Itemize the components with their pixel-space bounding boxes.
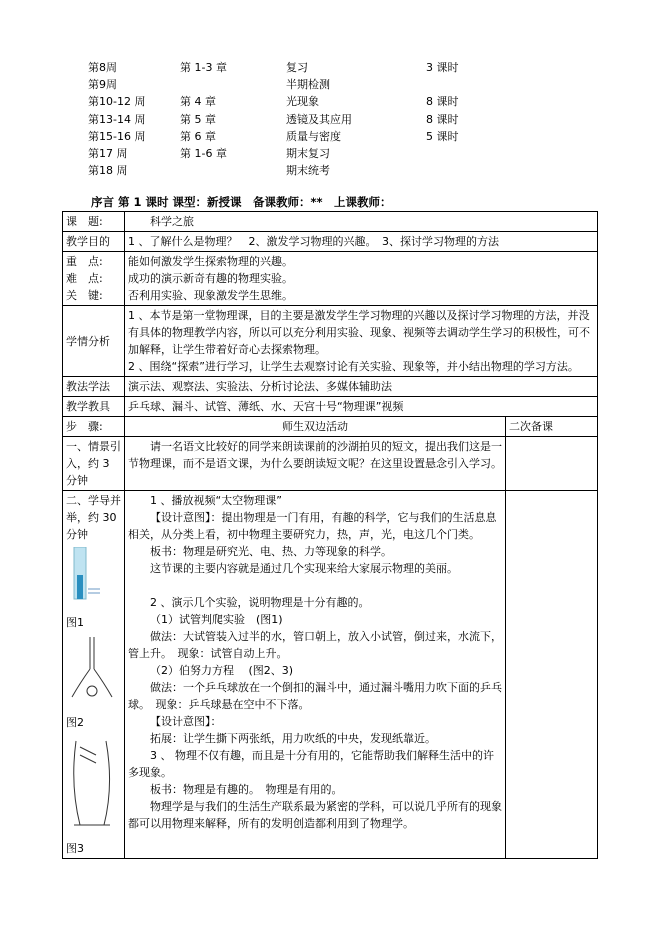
key-value: 能如何激发学生探索物理的兴趣。 xyxy=(128,255,293,268)
schedule-row xyxy=(88,145,508,162)
topic: 期末统考 xyxy=(286,164,330,178)
steps-header-row xyxy=(63,417,598,437)
step1-revision xyxy=(506,437,598,491)
week: 第10-12 周 xyxy=(88,95,146,109)
step2-line: 2 、演示几个实验，说明物理是十分有趣的。 xyxy=(150,596,370,609)
method-label: 教法学法 xyxy=(63,377,125,397)
chapter: 第 1-6 章 xyxy=(180,146,227,160)
step2-line: 1 、播放视频“太空物理课” xyxy=(150,494,282,507)
crux-value: 否利用实验、现象激发学生思维。 xyxy=(128,289,293,302)
step2-line: 3 、 物理不仅有趣，而且是十分有用的，它能帮助我们解释生活中的许多现象。 xyxy=(128,749,494,779)
schedule-row xyxy=(88,93,508,110)
paper-sketch xyxy=(66,735,121,836)
key-points-row xyxy=(63,252,598,306)
step2-row xyxy=(63,491,598,859)
funnel-sketch xyxy=(66,635,121,710)
step2-line: 做法：大试管装入过半的水，管口朝上，放入小试管，倒过来，水流下，管上升。 现象：试管自动上升。 xyxy=(128,630,502,660)
schedule-row xyxy=(88,162,508,179)
revision-header: 二次备课 xyxy=(506,417,598,437)
hours: 8 课时 xyxy=(426,112,459,126)
method-row xyxy=(63,377,598,397)
step2-line: 【设计意图】：提出物理是一门有用，有趣的科学，它与我们的生活息息相关，从分类上看，初中物理主要研究力，热，声，光，电这几个门类。 xyxy=(128,511,497,541)
chapter: 第 4 章 xyxy=(180,95,216,109)
topic: 复习 xyxy=(286,61,308,74)
tools-value: 乒乓球、漏斗、试管、薄纸、水、天宫十号“物理课”视频 xyxy=(125,397,598,417)
topic-label: 课 题: xyxy=(63,212,125,232)
analysis-paragraph: 2 、围绕“探索”进行学习，让学生去观察讨论有关实验、现象等，并小结出物理的学习方法。 xyxy=(128,360,579,373)
topic: 透镜及其应用 xyxy=(286,112,352,126)
schedule-row xyxy=(88,59,508,76)
topic-value: 科学之旅 xyxy=(150,215,194,228)
step1-row xyxy=(63,437,598,491)
tools-label: 教学教具 xyxy=(63,397,125,417)
activity-header: 师生双边活动 xyxy=(125,417,506,437)
hours: 8 课时 xyxy=(426,95,459,109)
goal-value: 1 、了解什么是物理？ 2、激发学习物理的兴趣。 3、探讨学习物理的方法 xyxy=(125,232,598,252)
analysis-label: 学情分析 xyxy=(63,306,125,377)
step2-line: 拓展：让学生撕下两张纸，用力吹纸的中央，发现纸靠近。 xyxy=(150,732,436,745)
schedule-row xyxy=(88,128,508,145)
topic: 半期检测 xyxy=(286,78,330,92)
topic-row xyxy=(63,212,598,232)
chapter: 第 5 章 xyxy=(180,112,216,126)
step2-line: 【设计意图】： xyxy=(150,715,222,728)
goal-label: 教学目的 xyxy=(63,232,125,252)
step2-line: 物理学是与我们的生活生产联系最为紧密的学科，可以说几乎所有的现象都可以用物理来解释，所有的发明创造都利用到了物理学。 xyxy=(128,800,502,830)
steps-label: 步 骤: xyxy=(63,417,125,437)
lesson-heading: 序言 第 1 课时 课型：新授课 备课教师：** 上课教师： xyxy=(91,195,392,209)
topic: 期末复习 xyxy=(286,146,330,160)
week: 第18 周 xyxy=(88,164,128,178)
analysis-row xyxy=(63,306,598,377)
hours: 5 课时 xyxy=(426,129,459,143)
crux-label: 关 键: xyxy=(66,289,103,302)
test-tube-sketch xyxy=(66,547,121,610)
week: 第9周 xyxy=(88,78,117,92)
week: 第13-14 周 xyxy=(88,112,146,126)
chapter: 第 6 章 xyxy=(180,129,216,143)
step2-label: 二、学导并举，约 30 分钟 xyxy=(66,494,121,541)
analysis-paragraph: 1 、本节是第一堂物理课，目的主要是激发学生学习物理的兴趣以及探讨学习物理的方法，并没有具体的物理教学内容，所以可以充分利用实验、现象、视频等去调动学生学习的积极性，可不加解释，让学生带着好奇心去探索物理。 xyxy=(128,309,590,356)
week: 第8周 xyxy=(88,61,117,74)
goal-row xyxy=(63,232,598,252)
topic: 光现象 xyxy=(286,95,319,109)
difficulty-label: 难 点: xyxy=(66,272,103,285)
hours: 3 课时 xyxy=(426,61,459,74)
figure3-caption: 图3 xyxy=(66,842,84,855)
step2-line: （1）试管判爬实验 (图1) xyxy=(150,613,283,626)
step2-line: （2）伯努力方程 (图2、3) xyxy=(150,664,294,677)
step2-line: 板书：物理是有趣的。 物理是有用的。 xyxy=(150,783,343,796)
schedule xyxy=(88,59,508,179)
step2-line: 做法：一个乒乓球放在一个倒扣的漏斗中，通过漏斗嘴用力吹下面的乒乓球。 现象：乒乓球悬在空中不下落。 xyxy=(128,681,502,711)
lesson-plan-table xyxy=(62,211,598,859)
topic: 质量与密度 xyxy=(286,129,341,143)
difficulty-value: 成功的演示新奇有趣的物理实验。 xyxy=(128,272,293,285)
key-label: 重 点: xyxy=(66,255,103,268)
tools-row xyxy=(63,397,598,417)
schedule-row xyxy=(88,76,508,93)
step1-text: 请一名语文比较好的同学来朗读课前的沙湖拍贝的短文，提出我们这是一节物理课，而不是语文课，为什么要朗读短文呢？在这里设置悬念引入学习。 xyxy=(125,437,506,491)
figure2-caption: 图2 xyxy=(66,716,84,729)
method-value: 演示法、观察法、实验法、分析讨论法、多媒体辅助法 xyxy=(125,377,598,397)
week: 第17 周 xyxy=(88,146,128,160)
figure1-caption: 图1 xyxy=(66,616,84,629)
step2-line: 板书：物理是研究光、电、热、力等现象的科学。 xyxy=(150,545,392,558)
schedule-row xyxy=(88,111,508,128)
chapter: 第 1-3 章 xyxy=(180,61,227,74)
week: 第15-16 周 xyxy=(88,129,146,143)
step1-label: 一、情景引入，约 3 分钟 xyxy=(63,437,125,491)
step2-revision xyxy=(506,491,598,859)
step2-line: 这节课的主要内容就是通过几个实现来给大家展示物理的美丽。 xyxy=(150,562,458,575)
